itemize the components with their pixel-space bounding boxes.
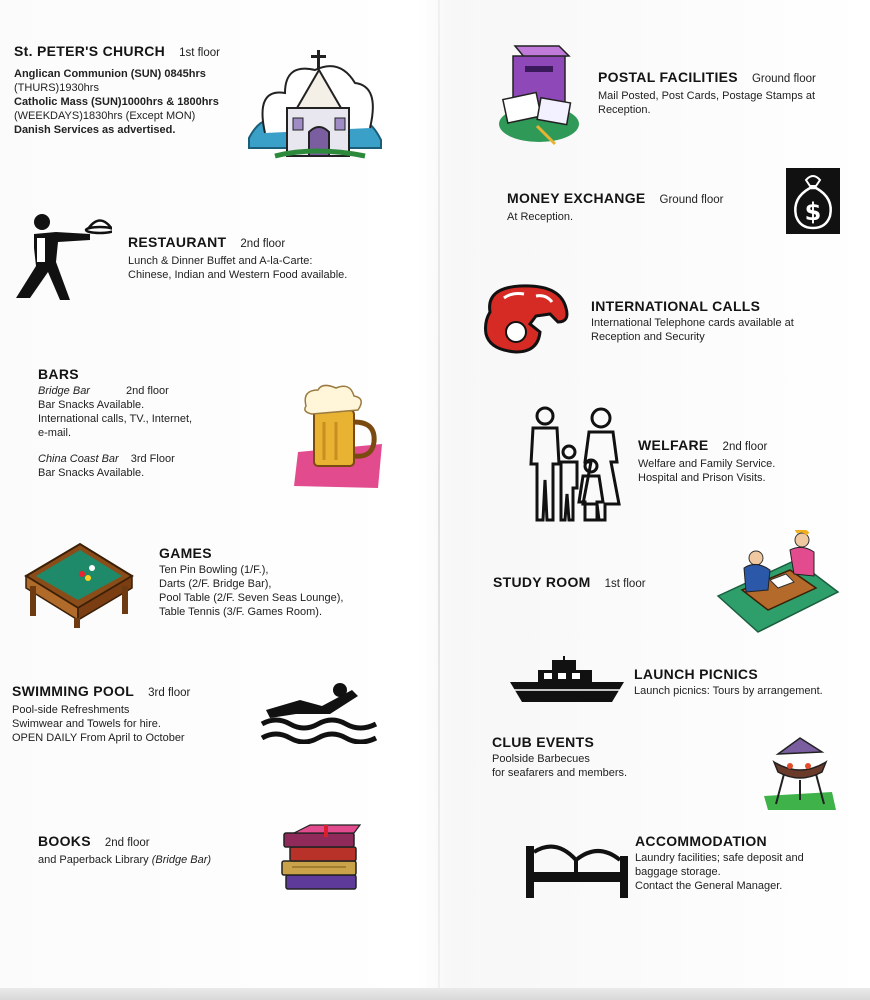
international-calls-section [591, 298, 856, 344]
study-floor: 1st floor [604, 578, 646, 590]
money-exchange-section [507, 190, 777, 224]
launch-line-1: Launch picnics: Tours by arrangement. [634, 685, 823, 697]
pool-line-3: OPEN DAILY From April to October [12, 732, 185, 744]
study-table-icon [716, 530, 840, 634]
welfare-section [638, 437, 863, 485]
svg-text:$: $ [804, 198, 822, 226]
money-bag-icon [786, 168, 840, 234]
pool-table-icon [22, 536, 134, 628]
books-title: BOOKS [38, 833, 91, 849]
welfare-line-2: Hospital and Prison Visits. [638, 472, 766, 484]
restaurant-floor: 2nd floor [240, 238, 286, 250]
family-icon [525, 404, 625, 524]
swimming-pool-section [12, 683, 262, 745]
study-title: STUDY ROOM [493, 574, 591, 590]
page-fold [438, 0, 440, 1000]
church-line-5: Danish Services as advertised. [14, 124, 176, 136]
swimmer-icon [260, 680, 378, 744]
mailbox-icon [497, 44, 583, 148]
calls-line-1: International Telephone cards available at [591, 317, 794, 329]
books-icon [280, 823, 364, 893]
club-line-2: for seafarers and members. [492, 767, 628, 779]
china-coast-bar-line-1: Bar Snacks Available. [38, 467, 145, 479]
accommodation-section [635, 833, 865, 893]
church-floor: 1st floor [179, 47, 220, 59]
church-line-3: Catholic Mass (SUN)1000hrs & 1800hrs [14, 96, 219, 108]
welfare-line-1: Welfare and Family Service. [638, 458, 776, 470]
books-section [38, 833, 298, 867]
page-bottom-edge [0, 988, 870, 1000]
church-line-2: (THURS)1930hrs [14, 82, 99, 94]
bridge-bar-line-3: e-mail. [38, 427, 72, 439]
accommodation-line-2: baggage storage. [635, 866, 721, 878]
telephone-icon [480, 282, 572, 356]
church-icon [245, 48, 385, 168]
bars-title: BARS [38, 366, 79, 382]
bridge-bar-line-1: Bar Snacks Available. [38, 399, 145, 411]
church-title: St. PETER'S CHURCH [14, 43, 166, 59]
welfare-floor: 2nd floor [722, 441, 768, 453]
bridge-bar-line-2: International calls, TV., Internet, [38, 413, 193, 425]
accommodation-title: ACCOMMODATION [635, 833, 767, 849]
china-coast-bar-name: China Coast Bar [38, 453, 119, 465]
games-line-4: Table Tennis (3/F. Games Room). [159, 606, 323, 618]
accommodation-line-1: Laundry facilities; safe deposit and [635, 852, 804, 864]
games-section [159, 545, 419, 619]
postal-floor: Ground floor [751, 73, 816, 85]
study-room-section [493, 574, 723, 592]
waiter-icon [12, 208, 112, 304]
pool-line-1: Pool-side Refreshments [12, 704, 130, 716]
church-section [14, 43, 254, 137]
bridge-bar-name: Bridge Bar [38, 385, 90, 397]
pool-line-2: Swimwear and Towels for hire. [12, 718, 161, 730]
accommodation-line-3: Contact the General Manager. [635, 880, 783, 892]
books-floor: 2nd floor [104, 837, 150, 849]
money-floor: Ground floor [659, 194, 724, 206]
restaurant-line-2: Chinese, Indian and Western Food available. [128, 269, 348, 281]
games-line-3: Pool Table (2/F. Seven Seas Lounge), [159, 592, 344, 604]
bed-icon [526, 842, 628, 900]
swimming-pool-title: SWIMMING POOL [12, 683, 135, 699]
beer-mug-icon [292, 382, 384, 490]
swimming-pool-floor: 3rd floor [148, 687, 191, 699]
games-title: GAMES [159, 545, 212, 561]
restaurant-section [128, 234, 428, 282]
books-line: and Paperback Library [38, 854, 152, 866]
bridge-bar-floor: 2nd floor [125, 385, 169, 397]
games-line-2: Darts (2/F. Bridge Bar), [159, 578, 272, 590]
launch-picnics-section [634, 666, 864, 698]
money-title: MONEY EXCHANGE [507, 190, 646, 206]
calls-title: INTERNATIONAL CALLS [591, 298, 761, 314]
postal-title: POSTAL FACILITIES [598, 69, 738, 85]
church-line-4: (WEEKDAYS)1830hrs (Except MON) [14, 110, 196, 122]
restaurant-line-1: Lunch & Dinner Buffet and A-la-Carte: [128, 255, 313, 267]
church-line-1: Anglican Communion (SUN) 0845hrs [14, 68, 206, 80]
games-line-1: Ten Pin Bowling (1/F.), [159, 564, 269, 576]
barbecue-icon [762, 734, 838, 812]
club-events-section [492, 734, 712, 780]
restaurant-title: RESTAURANT [128, 234, 227, 250]
postal-line-2: Reception. [598, 104, 651, 116]
welfare-title: WELFARE [638, 437, 709, 453]
postal-section [598, 69, 863, 117]
club-line-1: Poolside Barbecues [492, 753, 590, 765]
bars-section [38, 366, 278, 480]
club-title: CLUB EVENTS [492, 734, 595, 750]
calls-line-2: Reception and Security [591, 331, 705, 343]
china-coast-bar-floor: 3rd Floor [130, 453, 175, 465]
postal-line-1: Mail Posted, Post Cards, Postage Stamps at [598, 90, 816, 102]
boat-icon [508, 656, 626, 706]
launch-title: LAUNCH PICNICS [634, 666, 758, 682]
money-line-1: At Reception. [507, 211, 574, 223]
books-line-italic: (Bridge Bar) [151, 854, 212, 866]
